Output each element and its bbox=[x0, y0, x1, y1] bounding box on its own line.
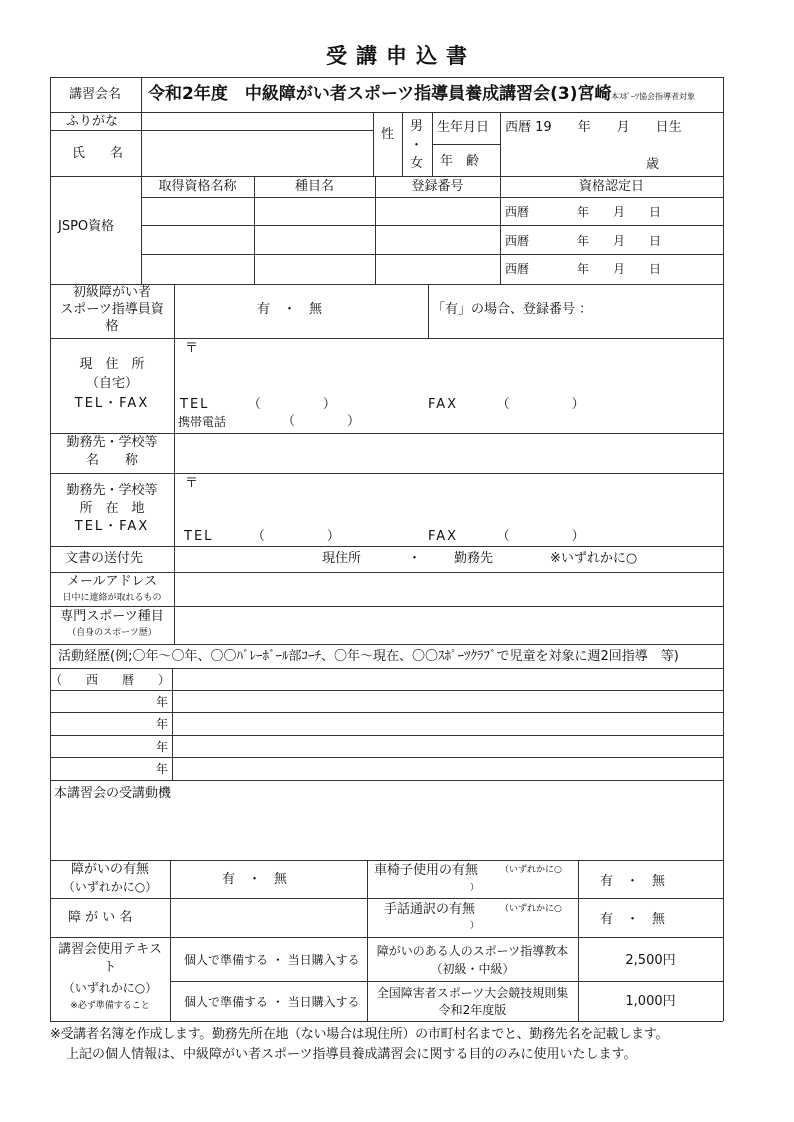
jspo-header-sport: 種目名 bbox=[294, 179, 334, 194]
specialty-label: 専門スポーツ種目 bbox=[60, 609, 164, 624]
text1-title-line: 障がいのある人のスポーツ指導教本 bbox=[376, 944, 569, 958]
workplace-tel[interactable]: TEL （ ） bbox=[184, 529, 342, 544]
sex-male[interactable]: 男 bbox=[410, 119, 424, 134]
text1-options[interactable]: 個人で準備する ・ 当日購入する bbox=[184, 953, 360, 967]
history-row-input[interactable] bbox=[176, 738, 718, 754]
workplace-address-label-line: TEL・FAX bbox=[74, 519, 150, 534]
sign-language-paren: ） bbox=[470, 921, 480, 931]
disability-yes-no[interactable]: 有 ・ 無 bbox=[222, 872, 288, 887]
jspo-date-row[interactable]: 西暦 年 月 日 bbox=[505, 262, 662, 276]
workplace-address-label-line: 所 在 地 bbox=[79, 501, 145, 516]
address-postal-mark: 〒 bbox=[185, 341, 199, 356]
history-row-input[interactable] bbox=[176, 760, 718, 776]
wheelchair-yes-no[interactable]: 有 ・ 無 bbox=[600, 874, 666, 889]
course-name: 令和2年度 中級障がい者スポーツ指導員養成講習会(3)宮崎 bbox=[148, 84, 612, 104]
furigana-label: ふりがな bbox=[66, 114, 119, 129]
birth-input[interactable]: 西暦 19 年 月 日生 bbox=[505, 120, 682, 135]
mailing-separator: ・ bbox=[408, 551, 422, 566]
address-tel[interactable]: TEL （ ） bbox=[180, 397, 338, 412]
birth-label: 生年月日 bbox=[437, 120, 490, 135]
furigana-input[interactable] bbox=[146, 118, 372, 128]
email-input[interactable] bbox=[180, 578, 718, 602]
wheelchair-paren: ） bbox=[470, 883, 480, 893]
jspo-label: JSPO資格 bbox=[58, 219, 115, 234]
specialty-input[interactable] bbox=[180, 612, 718, 640]
name-label: 氏 名 bbox=[72, 146, 130, 161]
texts-label-note: （いずれかに○） bbox=[62, 981, 158, 995]
workplace-name-label-line: 名 称 bbox=[85, 453, 138, 468]
texts-label-line: 講習会使用テキス bbox=[58, 942, 162, 957]
mailing-option-work[interactable]: 勤務先 bbox=[454, 551, 494, 566]
text1-price: 2,500円 bbox=[625, 953, 676, 968]
history-year-unit: 年 bbox=[156, 695, 169, 709]
texts-label-line: ト bbox=[103, 960, 117, 975]
beginner-registration-note: 「有」の場合、登録番号 ： bbox=[432, 302, 593, 317]
history-row-input[interactable] bbox=[176, 715, 718, 731]
workplace-address-label-line: 勤務先・学校等 bbox=[66, 483, 158, 498]
mailing-option-home[interactable]: 現住所 bbox=[322, 551, 362, 566]
history-year-header: （ 西 暦 ） bbox=[50, 673, 171, 687]
beginner-label-line: 格 bbox=[105, 319, 119, 334]
sex-separator: ・ bbox=[410, 138, 424, 153]
footer-note-line: 上記の個人情報は、中級障がい者スポーツ指導員養成講習会に関する目的のみに使用いたします。 bbox=[66, 1047, 637, 1062]
disability-name-label: 障 が い 名 bbox=[68, 910, 133, 925]
workplace-name-label-line: 勤務先・学校等 bbox=[66, 435, 158, 450]
text2-price: 1,000円 bbox=[625, 994, 676, 1009]
motivation-input[interactable] bbox=[56, 806, 718, 856]
beginner-label-line: スポーツ指導員資 bbox=[60, 302, 164, 317]
wheelchair-label: 車椅子使用の有無 bbox=[374, 863, 479, 878]
sex-label: 性 bbox=[381, 127, 395, 142]
name-input[interactable] bbox=[146, 134, 372, 174]
jspo-header-registration: 登録番号 bbox=[411, 179, 464, 194]
disability-name-input[interactable] bbox=[176, 903, 362, 933]
address-label-line: TEL・FAX bbox=[74, 396, 150, 411]
wheelchair-note: （いずれかに○ bbox=[500, 865, 562, 875]
text1-title-line: （初級・中級） bbox=[430, 962, 515, 976]
history-year-unit: 年 bbox=[156, 740, 169, 754]
sign-language-yes-no[interactable]: 有 ・ 無 bbox=[600, 912, 666, 927]
motivation-label: 本講習会の受講動機 bbox=[54, 786, 172, 801]
specialty-note: （自身のスポーツ歴） bbox=[67, 628, 157, 638]
course-name-label: 講習会名 bbox=[69, 87, 122, 102]
history-year-unit: 年 bbox=[156, 717, 169, 731]
age-unit: 歳 bbox=[646, 157, 660, 172]
page-title: 受講申込書 bbox=[326, 44, 476, 68]
history-header: 活動経歴(例;〇年～〇年、〇〇ﾊﾞﾚｰﾎﾞｰﾙ部ｺｰﾁ、〇年～現在、〇〇ｽﾎﾟｰﾂｸﾗﾌﾞで児童を対象に週2回指導 等) bbox=[58, 649, 679, 664]
jspo-header-qualification: 取得資格名称 bbox=[158, 179, 237, 194]
disability-label: 障がいの有無 bbox=[70, 862, 149, 877]
history-row-input[interactable] bbox=[176, 693, 718, 709]
beginner-label-line: 初級障がい者 bbox=[72, 285, 151, 300]
text2-title-line: 令和2年度版 bbox=[438, 1003, 507, 1017]
sex-female[interactable]: 女 bbox=[410, 156, 424, 171]
workplace-postal-mark: 〒 bbox=[185, 476, 199, 491]
mobile-label: 携帯電話 bbox=[178, 415, 227, 429]
jspo-header-date: 資格認定日 bbox=[578, 179, 644, 194]
mailing-note: ※いずれかに○ bbox=[550, 551, 638, 566]
address-label-line: （自宅） bbox=[85, 376, 138, 391]
email-note: 日中に連絡が取れるもの bbox=[62, 593, 162, 603]
text2-options[interactable]: 個人で準備する ・ 当日購入する bbox=[184, 995, 360, 1009]
footer-note-line: ※受講者名簿を作成します。勤務先所在地（ない場合は現住所）の市町村名までと、勤務先名を記載します。 bbox=[50, 1027, 669, 1042]
disability-label-note: （いずれかに○） bbox=[62, 880, 158, 894]
address-fax[interactable]: FAX （ ） bbox=[428, 397, 587, 412]
course-target-note: 日本ｽﾎﾟｰﾂ協会指導者対象 bbox=[603, 92, 695, 101]
beginner-yes-no[interactable]: 有 ・ 無 bbox=[257, 302, 323, 317]
email-label: メールアドレス bbox=[66, 574, 158, 589]
sign-language-label: 手話通訳の有無 bbox=[384, 902, 476, 917]
jspo-date-row[interactable]: 西暦 年 月 日 bbox=[505, 234, 662, 248]
address-label-line: 現 住 所 bbox=[79, 357, 145, 372]
age-label: 年 齢 bbox=[440, 154, 480, 169]
history-year-unit: 年 bbox=[156, 762, 169, 776]
mobile-input[interactable]: （ ） bbox=[282, 414, 361, 429]
mailing-label: 文書の送付先 bbox=[65, 551, 144, 566]
texts-must-note: ※必ず準備すること bbox=[70, 1001, 150, 1011]
workplace-name-input[interactable] bbox=[180, 440, 718, 468]
jspo-date-row[interactable]: 西暦 年 月 日 bbox=[505, 205, 662, 219]
sign-language-note: （いずれかに○ bbox=[500, 904, 562, 914]
text2-title-line: 全国障害者スポーツ大会競技規則集 bbox=[376, 986, 569, 1000]
workplace-fax[interactable]: FAX （ ） bbox=[428, 529, 587, 544]
